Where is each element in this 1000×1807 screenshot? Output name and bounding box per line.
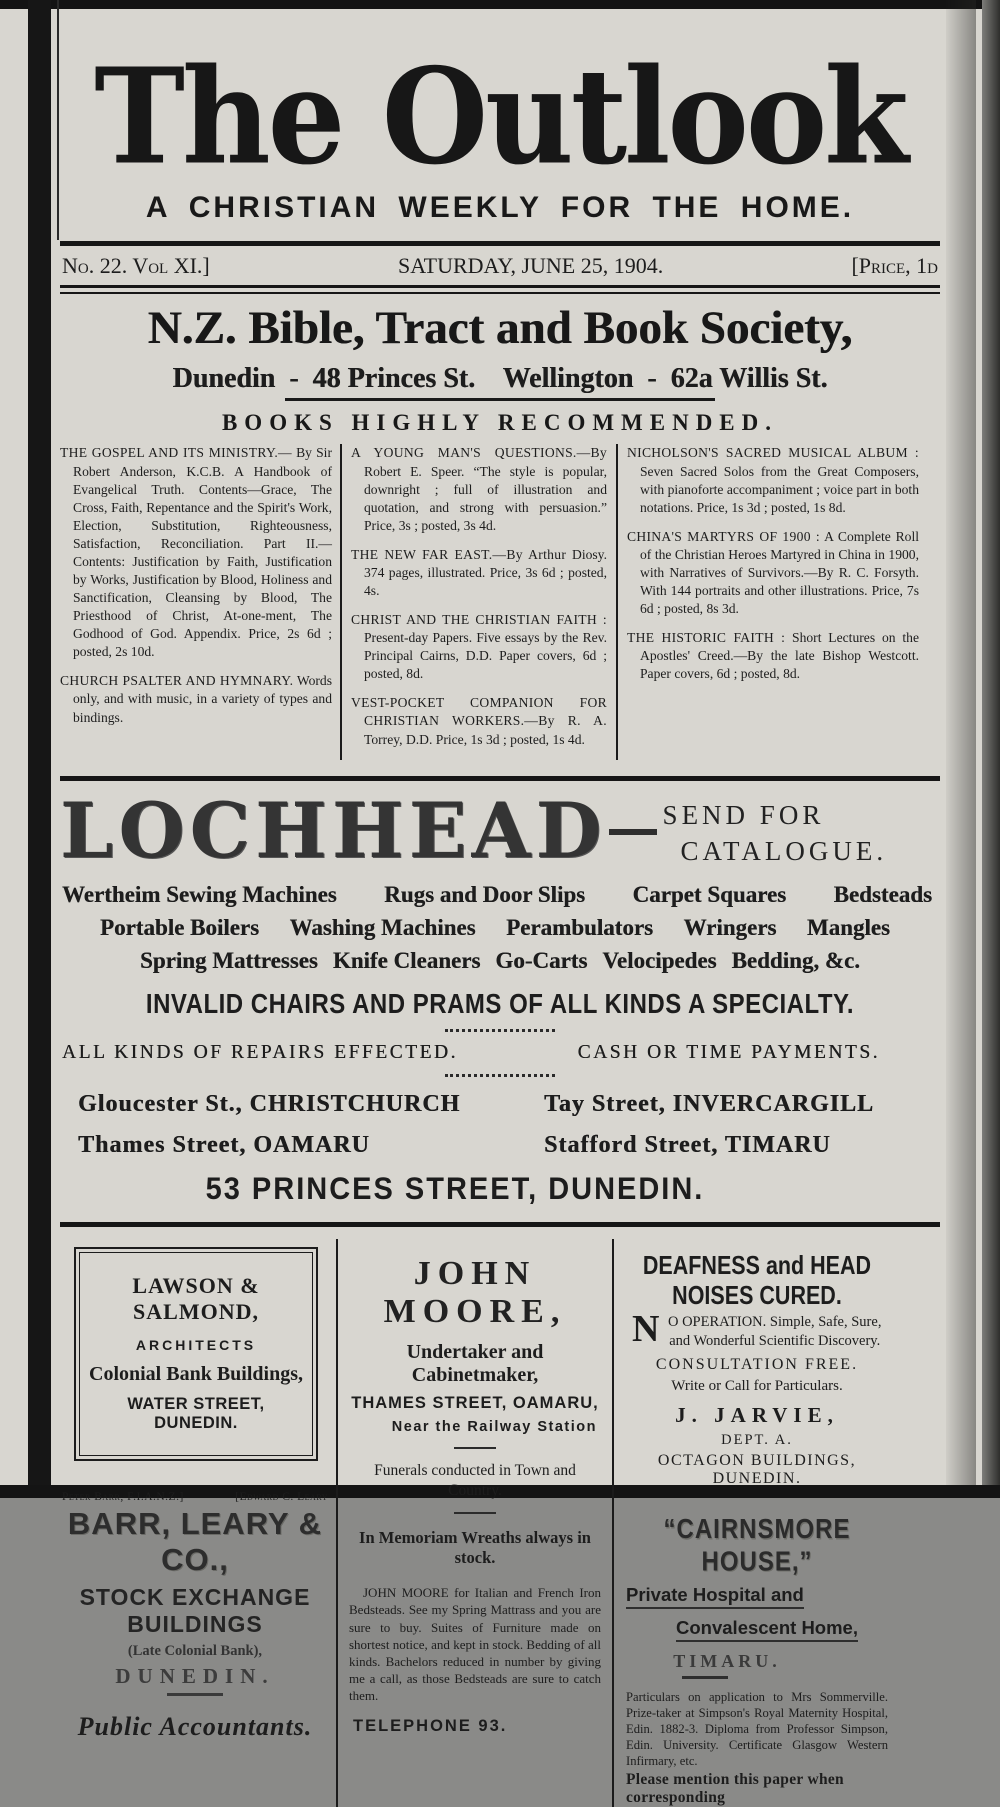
book-column-3 (618, 444, 919, 759)
lawson-building: Colonial Bank Buildings, (89, 1363, 303, 1386)
lochhead-dash (609, 829, 657, 835)
cairnsmore-line2-wrap (626, 1617, 888, 1642)
book-title: THE HISTORIC FAITH : (627, 630, 786, 646)
book-entry (627, 528, 919, 618)
barr-credit-left: Peter Barr, F.I.A.N.Z.] (62, 1491, 184, 1504)
lawson-box-inner (79, 1252, 313, 1456)
book-description: Present-day Papers. Five essays by the Rev. Principal Cairns, D.D. Paper covers, 6d ; posted, 8d. (364, 630, 607, 682)
moore-landmark: Near the Railway Station (391, 1419, 597, 1436)
specialty-line: INVALID CHAIRS AND PRAMS OF ALL KINDS A SPECIALTY. (145, 989, 855, 1021)
ad-column-right (614, 1239, 940, 1807)
lawson-salmond-ad (74, 1247, 318, 1461)
jarvie-dept: DEPT. A. (721, 1431, 793, 1448)
book-column-2 (340, 444, 618, 759)
product-item: Wringers (683, 915, 777, 941)
book-description: A Complete Roll of the Christian Heroes Martyred in China in 1900, with Narratives of Survivors.—By R. C. Forsyth. With 144 portraits and other illustrations. Price, 7s 6d ; posted, 8s 3d. (640, 528, 919, 617)
book-title: VEST-POCKET COMPANION FOR CHRISTIAN WORKERS.—By R. A. (351, 695, 607, 729)
branch-invercargill: Tay Street, INVERCARGILL (544, 1091, 875, 1118)
cairnsmore-body-text: Particulars on application to Mrs Sommerville. Prize-taker at Simpson's Royal Maternity Hospital, Edin. 1882-3. Diploma from Professor Simpson, Edin. University. Certificate Glasgow Western Infirmary, etc. (626, 1689, 888, 1769)
rule-above-lochhead (60, 776, 940, 781)
book-description: Words only, and with music, in a variety of types and bindings. (73, 673, 332, 725)
book-description: Seven Sacred Solos from the Great Composers, with pianoforte accompaniment ; voice part in both notations. Price, 1s 3d ; posted, 1s 8d. (640, 463, 919, 515)
rule-above-bottom-ads (60, 1222, 940, 1227)
book-entry (351, 694, 607, 748)
book-entry (351, 444, 607, 534)
product-item: Rugs and Door Slips (384, 882, 586, 908)
book-entry (351, 546, 607, 600)
jarvie-ad (626, 1251, 888, 1487)
bible-society-title: N.Z. Bible, Tract and Book Society, (147, 302, 853, 355)
jarvie-write-line: Write or Call for Particulars. (671, 1377, 843, 1394)
address-underline (285, 398, 715, 401)
jarvie-paragraph (626, 1308, 888, 1351)
books-heading: BOOKS HIGHLY RECOMMENDED. (221, 410, 779, 436)
jarvie-paragraph-text: O OPERATION. Simple, Safe, Sure, and Wonderful Scientific Discovery. (667, 1314, 882, 1349)
dateline (60, 246, 940, 285)
barr-leary-ad (60, 1491, 330, 1742)
scan-edge-top (0, 0, 1000, 9)
branch-christchurch: Gloucester St., CHRISTCHURCH (78, 1091, 461, 1118)
lawson-name: LAWSON & SALMOND, (132, 1273, 260, 1325)
issue-date: SATURDAY, JUNE 25, 1904. (397, 253, 664, 279)
cairnsmore-ad (626, 1514, 888, 1807)
scan-edge-left (28, 0, 51, 1498)
book-title: CHRIST AND THE CHRISTIAN FAITH : (351, 612, 607, 628)
scan-crease-line (57, 0, 59, 240)
product-item: Carpet Squares (632, 882, 787, 908)
tagline-line2: CATALOGUE. (680, 836, 888, 867)
bible-society-ad (60, 304, 940, 760)
product-item: Velocipedes (602, 948, 717, 974)
product-line-1 (60, 876, 940, 908)
product-line-2 (60, 915, 940, 941)
cairnsmore-footer: Please mention this paper when corresponding (626, 1771, 844, 1807)
lochhead-ad (60, 785, 940, 1208)
divider (445, 1029, 555, 1032)
page-content (60, 9, 940, 1807)
barr-building: STOCK EXCHANGE BUILDINGS (79, 1584, 311, 1638)
book-title: A YOUNG MAN'S QUESTIONS.—By (351, 445, 607, 461)
barr-city: DUNEDIN. (115, 1664, 275, 1689)
book-entry (60, 672, 332, 726)
book-title: CHURCH PSALTER AND HYMNARY. (60, 673, 294, 689)
issue-number: No. 22. Vol XI.] (62, 253, 210, 279)
divider (445, 1074, 555, 1077)
jarvie-address: OCTAGON BUILDINGS, DUNEDIN. (657, 1451, 857, 1487)
moore-street: THAMES STREET, OAMARU, (351, 1394, 599, 1413)
divider (454, 1447, 496, 1449)
book-title: THE GOSPEL AND ITS MINISTRY.— (60, 445, 292, 461)
book-entry (627, 629, 919, 683)
tagline-line1: SEND FOR (662, 799, 825, 830)
barr-credits (60, 1491, 330, 1503)
masthead-title: The Outlook (94, 38, 906, 194)
lochhead-tagline (663, 797, 888, 870)
cairnsmore-line2: Convalescent Home, (676, 1617, 858, 1642)
bottom-ads (60, 1239, 940, 1807)
ad-column-left (60, 1239, 336, 1807)
book-title: THE NEW FAR EAST.—By Arthur (351, 546, 567, 562)
issue-price: [Price, 1d (851, 253, 938, 279)
lawson-profession: ARCHITECTS (135, 1337, 257, 1354)
lochhead-name: LOCHHEAD (60, 785, 607, 875)
cairnsmore-line1: Private Hospital and (626, 1584, 804, 1609)
scan-edge-right (982, 0, 1000, 1498)
product-item: Wertheim Sewing Machines (62, 882, 337, 908)
book-title: NICHOLSON'S SACRED MUSICAL ALBUM : (627, 445, 919, 461)
jarvie-heading: DEAFNESS and HEAD NOISES CURED. (642, 1251, 872, 1311)
branch-addresses (60, 1091, 940, 1159)
book-description: By Sir Robert Anderson, K.C.B. A Handbook of Evangelical Truth. Contents—Grace, The Cross, Faith, Repentance and the Spirit's Work, Election, Substitution, Righteousness, Satisfaction, Reconciliation. Part II.—Contents: Justification by Faith, Justification by Works, Justification by Blood, Holiness and Sanctification, Cleansing by Blood, The Priesthood of Christ, At-one-ment, The Godhood of God. Appendix. Price, 2s 6d ; posted, 2s 10d. (73, 445, 332, 660)
jarvie-name: J. JARVIE, (675, 1402, 839, 1427)
scan-edge-right-band (946, 0, 976, 1498)
product-item: Perambulators (506, 915, 653, 941)
product-item: Bedsteads (833, 882, 932, 908)
divider (454, 1512, 496, 1514)
masthead-subtitle: A CHRISTIAN WEEKLY FOR THE HOME. (145, 191, 855, 225)
moore-telephone: TELEPHONE 93. (353, 1717, 508, 1736)
branch-timaru: Stafford Street, TIMARU (544, 1132, 831, 1159)
branch-oamaru: Thames Street, OAMARU (78, 1132, 370, 1159)
jarvie-consultation: CONSULTATION FREE. (655, 1355, 859, 1373)
payments-text: CASH OR TIME PAYMENTS. (577, 1042, 880, 1064)
services-line (60, 1042, 940, 1064)
cairnsmore-city: TIMARU. (673, 1650, 781, 1671)
book-description: Diosy. 374 pages, illustrated. Price, 3s 6d ; posted, 4s. (364, 546, 607, 598)
repairs-text: ALL KINDS OF REPAIRS EFFECTED. (62, 1042, 458, 1064)
moore-wreaths: In Memoriam Wreaths always in stock. (359, 1528, 591, 1568)
book-description: Torrey, D.D. Price, 1s 3d ; posted, 1s 4d. (364, 731, 585, 747)
divider (682, 1676, 728, 1679)
product-item: Spring Mattresses (140, 948, 318, 974)
product-item: Portable Boilers (100, 915, 260, 941)
moore-name: JOHN MOORE, (383, 1255, 567, 1331)
rule-below-dateline (60, 285, 940, 294)
barr-credit-right: [Edward C. Leary (235, 1491, 328, 1504)
product-item: Mangles (806, 915, 890, 941)
book-entry (627, 444, 919, 516)
moore-funerals: Funerals conducted in Town and Country. (374, 1462, 576, 1499)
divider (167, 1693, 223, 1696)
book-entry (60, 444, 332, 661)
moore-profession: Undertaker and Cabinetmaker, (406, 1341, 544, 1387)
john-moore-ad (349, 1255, 601, 1736)
lawson-street: WATER STREET, DUNEDIN. (127, 1395, 265, 1433)
book-description: Short Lectures on the Apostles' Creed.—By the late Bishop Westcott. Paper covers, 6d ; posted, 8d. (640, 630, 919, 682)
book-entry (351, 611, 607, 683)
book-list (60, 444, 940, 759)
book-column-1 (60, 444, 340, 759)
product-item: Bedding, &c. (731, 948, 860, 974)
moore-body-text: JOHN MOORE for Italian and French Iron Bedsteads. See my Spring Mattrass and you are sure to buy. Suites of Furniture made on shortest notice, and kept in stock. Bedding of all kinds. Bachelors reduced in number by giving me a call, as those Bedsteads are sure to catch them. (349, 1585, 601, 1704)
barr-name: BARR, LEARY & CO., (67, 1506, 323, 1578)
product-item: Washing Machines (289, 915, 476, 941)
bible-society-addresses: Dunedin - 48 Princes St. Wellington - 62a Willis St. (172, 363, 828, 395)
ad-column-middle (336, 1239, 614, 1807)
book-description: Robert E. Speer. “The style is popular, downright ; full of illustration and quotation, and strong with persuasion.” Price, 3s ; posted, 3s 4d. (364, 463, 607, 533)
product-line-3 (60, 948, 940, 974)
main-address: 53 PRINCES STREET, DUNEDIN. (205, 1171, 705, 1208)
product-item: Go-Carts (495, 948, 588, 974)
cairnsmore-heading: “CAIRNSMORE HOUSE,” (663, 1513, 851, 1577)
lochhead-header (60, 785, 940, 875)
jarvie-dropcap: N (632, 1308, 660, 1351)
barr-profession: Public Accountants. (77, 1712, 313, 1742)
barr-late-colonial: (Late Colonial Bank), (127, 1643, 263, 1660)
book-title: CHINA'S MARTYRS OF 1900 : (627, 528, 820, 544)
product-item: Knife Cleaners (332, 948, 481, 974)
